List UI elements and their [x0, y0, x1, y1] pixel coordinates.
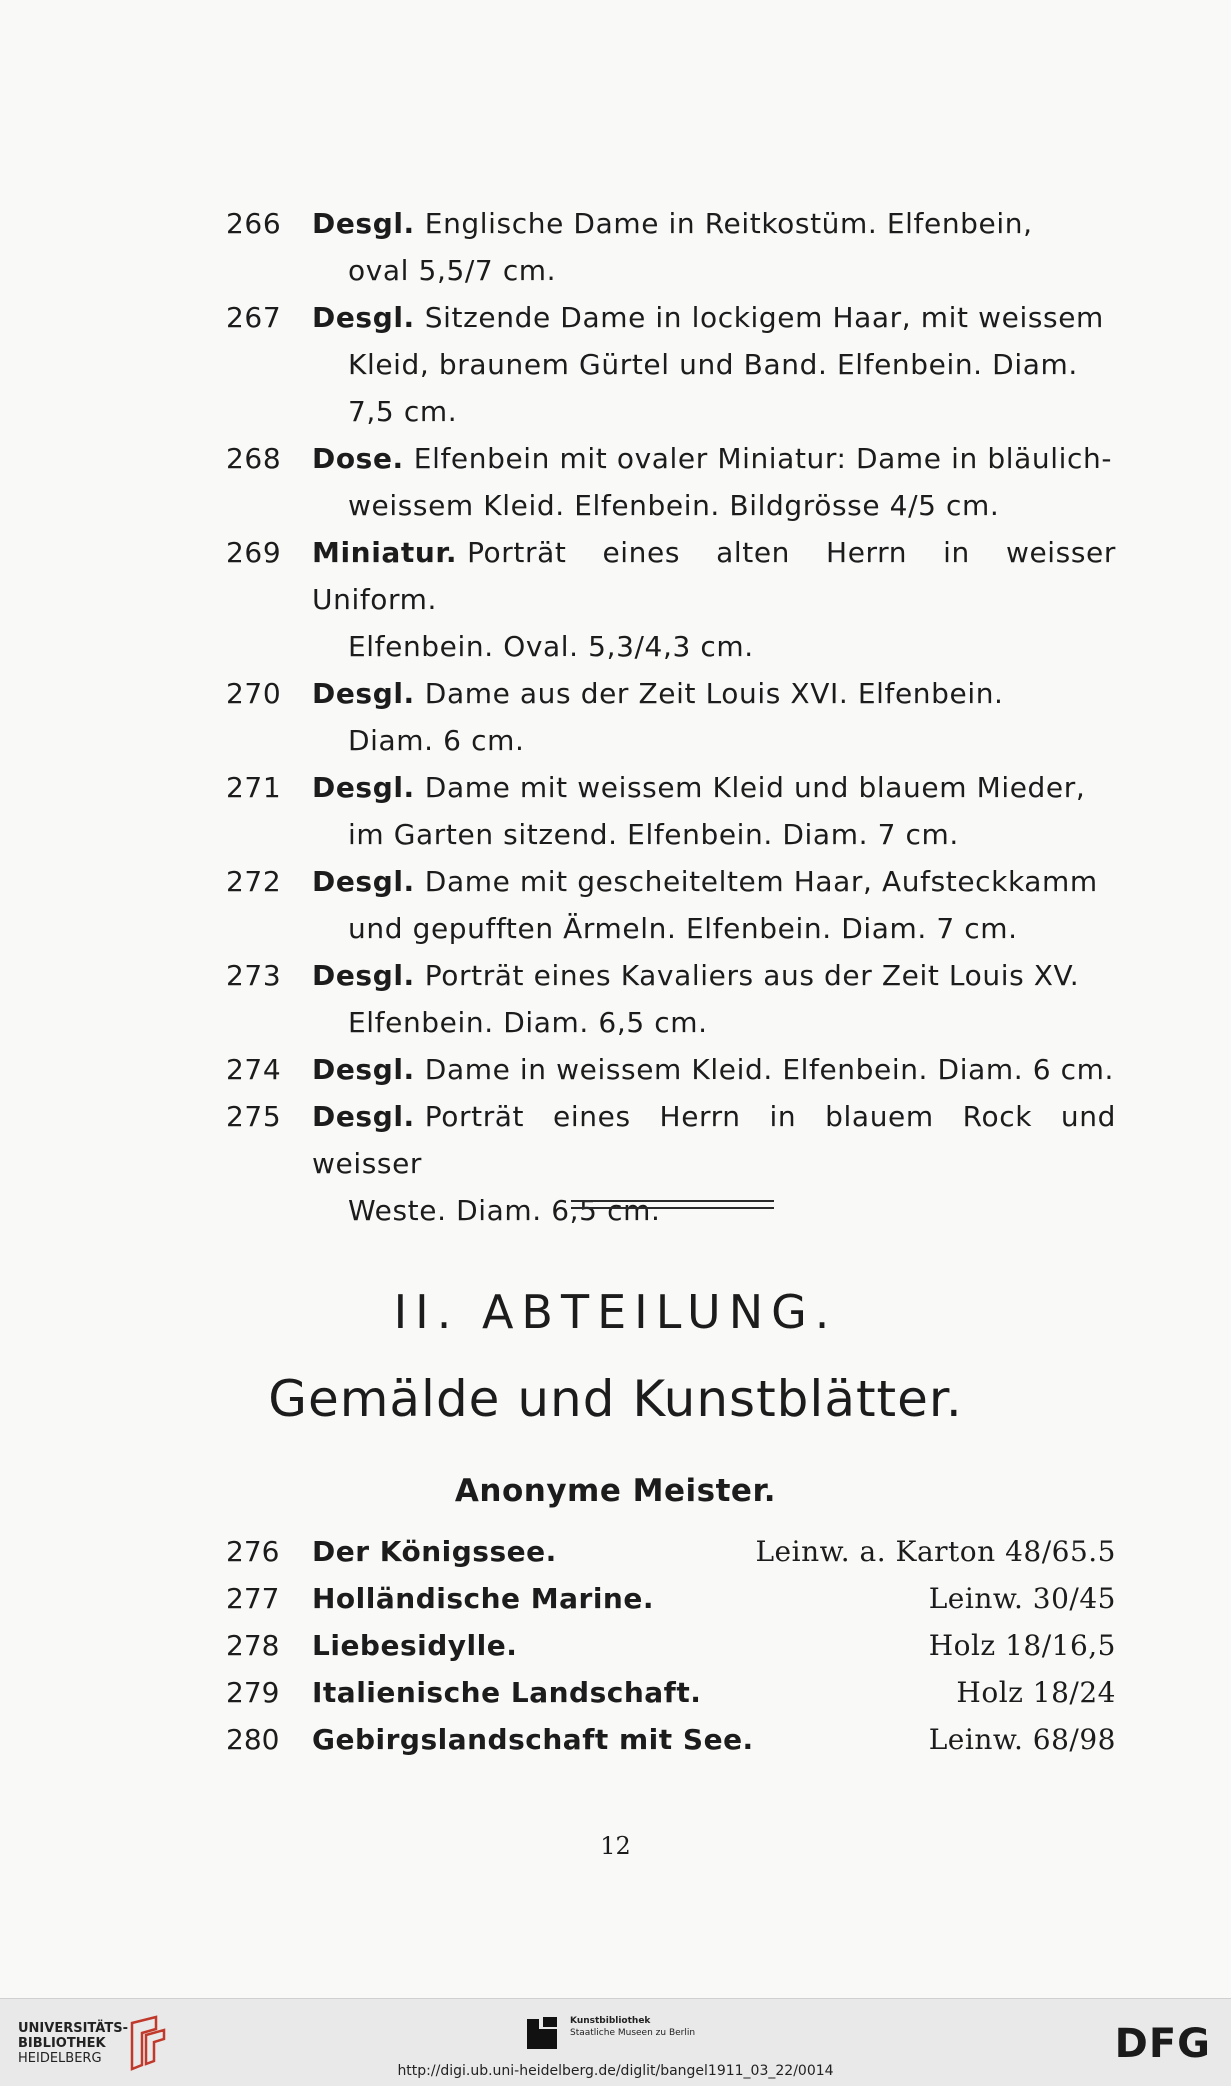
entry-text: [312, 294, 1116, 435]
entry-lead-word: Desgl.: [312, 1100, 415, 1133]
separator-rule-bottom: [571, 1207, 774, 1209]
entry-text: [312, 1046, 1116, 1093]
entry-continuation: Elfenbein. Oval. 5,3/4,3 cm.: [348, 630, 754, 663]
entry-text: [312, 764, 1116, 858]
entry-first-line: [312, 670, 1116, 717]
entry-first-line: [312, 200, 1116, 247]
catalog-entry: [226, 294, 1116, 435]
painting-title: Der Königssee.: [312, 1535, 557, 1568]
entry-description: Dame aus der Zeit Louis XVI. Elfenbein.: [424, 677, 1004, 710]
section-title: Gemälde und Kunstblätter.: [268, 1370, 963, 1428]
entry-text: [312, 858, 1116, 952]
entry-first-line: [312, 1046, 1116, 1093]
catalog-entry: [226, 200, 1116, 294]
catalog-entry: [226, 435, 1116, 529]
dfg-logo: DFG: [1114, 2021, 1211, 2067]
entry-text: [312, 529, 1116, 670]
entry-description: Elfenbein mit ovaler Miniatur: Dame in bläulich-: [413, 442, 1113, 475]
entry-lead-word: Desgl.: [312, 1053, 415, 1086]
entry-number: 271: [226, 771, 282, 804]
entry-description: Dame in weissem Kleid. Elfenbein. Diam. 6 cm.: [424, 1053, 1115, 1086]
entry-lead-word: Desgl.: [312, 677, 415, 710]
catalog-entry: [226, 764, 1116, 858]
entry-text: [312, 435, 1116, 529]
kb-line-2: Staatliche Museen zu Berlin: [570, 2028, 696, 2038]
entry-number: 272: [226, 865, 282, 898]
entry-description: Sitzende Dame in lockigem Haar, mit weissem: [424, 301, 1104, 334]
entry-continuation: Diam. 6 cm.: [348, 724, 525, 757]
section-number: II. ABTEILUNG.: [393, 1285, 838, 1339]
source-url-link[interactable]: http://digi.ub.uni-heidelberg.de/diglit/bangel1911_03_22/0014: [397, 2063, 834, 2079]
entry-number: 274: [226, 1053, 282, 1086]
painting-title: Italienische Landschaft.: [312, 1676, 702, 1709]
entry-description: Dame mit gescheiteltem Haar, Aufsteckkamm: [424, 865, 1098, 898]
catalog-entries: [226, 200, 1116, 1234]
entry-first-line: [312, 435, 1116, 482]
painting-row: [226, 1669, 1116, 1716]
entry-number: 267: [226, 301, 282, 334]
section-subhead: Anonyme Meister.: [454, 1473, 777, 1509]
uni-line-1: UNIVERSITÄTS-: [18, 2021, 128, 2036]
painting-row: [226, 1622, 1116, 1669]
entry-continuation: 7,5 cm.: [348, 395, 458, 428]
painting-number: 280: [226, 1723, 280, 1756]
footer-bar: [0, 1998, 1231, 2086]
painting-number: 277: [226, 1582, 280, 1615]
kunstbibliothek-logo-icon: [525, 2013, 563, 2051]
entry-lead-word: Desgl.: [312, 865, 415, 898]
entry-first-line: [312, 1093, 1116, 1187]
entry-continuation: Weste. Diam. 6,5 cm.: [348, 1194, 661, 1227]
entry-description: Porträt eines alten Herrn in weisser Uniform.: [312, 536, 1116, 616]
painting-medium: Leinw. 68/98: [928, 1723, 1116, 1756]
entry-number: 275: [226, 1100, 282, 1133]
entry-first-line: [312, 858, 1116, 905]
entry-first-line: [312, 764, 1116, 811]
catalog-entry: [226, 858, 1116, 952]
entry-lead-word: Desgl.: [312, 959, 415, 992]
entry-number: 269: [226, 536, 282, 569]
uni-line-3: HEIDELBERG: [18, 2051, 102, 2066]
entry-continuation: oval 5,5/7 cm.: [348, 254, 557, 287]
entry-description: Porträt eines Kavaliers aus der Zeit Louis XV.: [424, 959, 1080, 992]
entry-first-line: [312, 529, 1116, 623]
painting-row: [226, 1575, 1116, 1622]
entry-number: 268: [226, 442, 282, 475]
entry-number: 270: [226, 677, 282, 710]
entry-continuation: im Garten sitzend. Elfenbein. Diam. 7 cm.: [348, 818, 959, 851]
entry-text: [312, 200, 1116, 294]
entry-description: Porträt eines Herrn in blauem Rock und weisser: [312, 1100, 1116, 1180]
painting-number: 278: [226, 1629, 280, 1662]
entry-number: 273: [226, 959, 282, 992]
catalog-entry: [226, 529, 1116, 670]
entry-continuation: und gepufften Ärmeln. Elfenbein. Diam. 7 cm.: [348, 912, 1018, 945]
page-number: 12: [600, 1832, 631, 1860]
entry-lead-word: Desgl.: [312, 207, 415, 240]
catalog-entry: [226, 1046, 1116, 1093]
entry-description: Dame mit weissem Kleid und blauem Mieder,: [424, 771, 1086, 804]
entry-description: Englische Dame in Reitkostüm. Elfenbein,: [424, 207, 1033, 240]
kunstbibliothek-label: [570, 2015, 695, 2039]
entry-first-line: [312, 952, 1116, 999]
painting-medium: Holz 18/16,5: [928, 1629, 1116, 1662]
entry-first-line: [312, 294, 1116, 341]
entry-continuation: weissem Kleid. Elfenbein. Bildgrösse 4/5 cm.: [348, 489, 1000, 522]
painting-title: Holländische Marine.: [312, 1582, 654, 1615]
university-library-label: [18, 2021, 128, 2066]
painting-row: [226, 1528, 1116, 1575]
painting-number: 279: [226, 1676, 280, 1709]
catalog-entry: [226, 670, 1116, 764]
painting-medium: Leinw. 30/45: [928, 1582, 1116, 1615]
painting-list: [226, 1528, 1116, 1763]
painting-row: [226, 1716, 1116, 1763]
uni-line-2: BIBLIOTHEK: [18, 2036, 106, 2051]
entry-continuation: Elfenbein. Diam. 6,5 cm.: [348, 1006, 708, 1039]
painting-medium: Leinw. a. Karton 48/65.5: [755, 1535, 1116, 1568]
entry-text: [312, 1093, 1116, 1234]
painting-title: Liebesidylle.: [312, 1629, 518, 1662]
kb-line-1: Kunstbibliothek: [570, 2016, 651, 2026]
entry-text: [312, 670, 1116, 764]
separator-rule-top: [571, 1200, 774, 1202]
entry-number: 266: [226, 207, 282, 240]
painting-medium: Holz 18/24: [956, 1676, 1116, 1709]
catalog-entry: [226, 1093, 1116, 1234]
entry-text: [312, 952, 1116, 1046]
entry-lead-word: Miniatur.: [312, 536, 458, 569]
painting-title: Gebirgslandschaft mit See.: [312, 1723, 754, 1756]
entry-lead-word: Dose.: [312, 442, 404, 475]
entry-lead-word: Desgl.: [312, 301, 415, 334]
entry-continuation: Kleid, braunem Gürtel und Band. Elfenbein. Diam.: [348, 348, 1078, 381]
catalog-entry: [226, 952, 1116, 1046]
entry-lead-word: Desgl.: [312, 771, 415, 804]
painting-number: 276: [226, 1535, 280, 1568]
